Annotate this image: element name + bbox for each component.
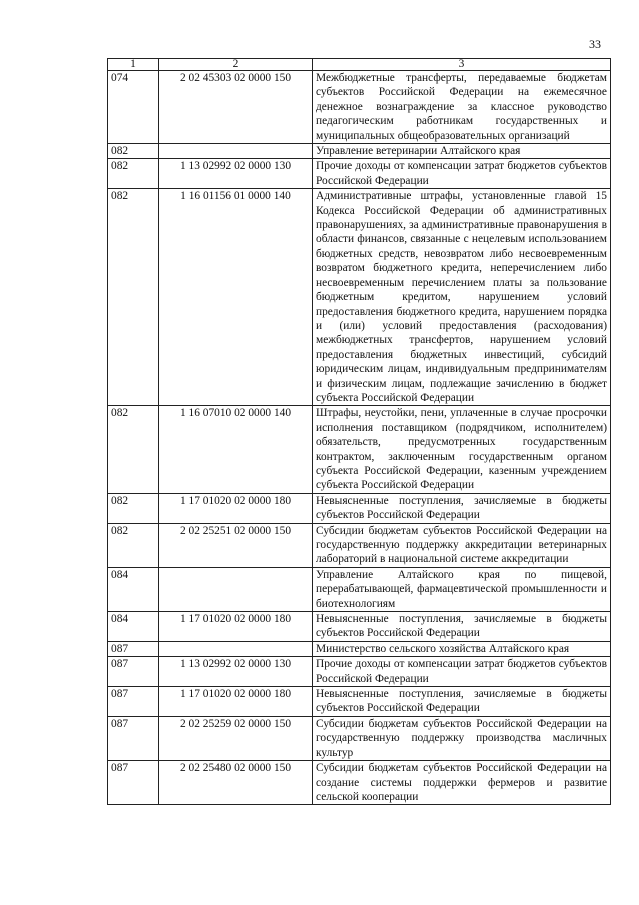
- admin-code-cell: 082: [108, 493, 159, 523]
- revenue-description-cell: Невыясненные поступления, зачисляемые в бюджеты субъектов Российской Федерации: [313, 687, 611, 717]
- revenue-description-cell: Субсидии бюджетам субъектов Российской Федерации на создание системы поддержки фермеров и развитие сельской кооперации: [313, 761, 611, 805]
- admin-code-cell: 087: [108, 761, 159, 805]
- revenue-code-cell: 2 02 25480 02 0000 150: [159, 761, 313, 805]
- header-col-3: 3: [313, 59, 611, 71]
- admin-code-cell: 082: [108, 523, 159, 567]
- revenue-code-cell: 1 16 01156 01 0000 140: [159, 189, 313, 406]
- admin-code-cell: 082: [108, 144, 159, 159]
- revenue-description-cell: Субсидии бюджетам субъектов Российской Федерации на государственную поддержку производства масличных культур: [313, 716, 611, 760]
- admin-code-cell: 087: [108, 687, 159, 717]
- revenue-description-cell: Управление Алтайского края по пищевой, перерабатывающей, фармацевтической промышленности и биотехнологиям: [313, 567, 611, 611]
- revenue-code-cell: 1 17 01020 02 0000 180: [159, 612, 313, 642]
- revenue-code-cell: 1 17 01020 02 0000 180: [159, 687, 313, 717]
- budget-revenue-table: [107, 58, 611, 805]
- table-row: [108, 687, 611, 717]
- table-row: [108, 716, 611, 760]
- header-col-2: 2: [159, 59, 313, 71]
- page-number: 33: [589, 37, 601, 51]
- admin-code-cell: 074: [108, 71, 159, 144]
- admin-code-cell: 082: [108, 406, 159, 493]
- admin-code-cell: 084: [108, 567, 159, 611]
- table-row: [108, 641, 611, 656]
- revenue-description-cell: Межбюджетные трансферты, передаваемые бюджетам субъектов Российской Федерации на ежемесячное денежное вознаграждение за классное руководство педагогическим работникам государственных и муниципальных общеобразовательных организаций: [313, 71, 611, 144]
- revenue-code-cell: 1 16 07010 02 0000 140: [159, 406, 313, 493]
- revenue-code-cell: 2 02 25259 02 0000 150: [159, 716, 313, 760]
- table-row: [108, 567, 611, 611]
- revenue-code-cell: 1 13 02992 02 0000 130: [159, 159, 313, 189]
- revenue-description-cell: Прочие доходы от компенсации затрат бюджетов субъектов Российской Федерации: [313, 159, 611, 189]
- revenue-code-cell: 1 17 01020 02 0000 180: [159, 493, 313, 523]
- table-row: [108, 493, 611, 523]
- header-col-1: 1: [108, 59, 159, 71]
- revenue-code-cell: [159, 641, 313, 656]
- revenue-code-cell: 2 02 25251 02 0000 150: [159, 523, 313, 567]
- admin-code-cell: 087: [108, 716, 159, 760]
- revenue-description-cell: Управление ветеринарии Алтайского края: [313, 144, 611, 159]
- revenue-description-cell: Штрафы, неустойки, пени, уплаченные в случае просрочки исполнения поставщиком (подрядчиком, исполнителем) обязательств, предусмотренных государственным контрактом, заключенным государственным органом субъекта Российской Федерации, казенным учреждением субъекта Российской Федерации: [313, 406, 611, 493]
- table-row: [108, 523, 611, 567]
- revenue-description-cell: Прочие доходы от компенсации затрат бюджетов субъектов Российской Федерации: [313, 657, 611, 687]
- table-row: [108, 159, 611, 189]
- table-row: [108, 189, 611, 406]
- admin-code-cell: 087: [108, 641, 159, 656]
- revenue-description-cell: Министерство сельского хозяйства Алтайского края: [313, 641, 611, 656]
- table-header: [108, 59, 611, 71]
- revenue-code-cell: [159, 567, 313, 611]
- admin-code-cell: 082: [108, 159, 159, 189]
- admin-code-cell: 082: [108, 189, 159, 406]
- revenue-description-cell: Невыясненные поступления, зачисляемые в бюджеты субъектов Российской Федерации: [313, 612, 611, 642]
- table-row: [108, 406, 611, 493]
- revenue-description-cell: Невыясненные поступления, зачисляемые в бюджеты субъектов Российской Федерации: [313, 493, 611, 523]
- header-row: [108, 59, 611, 71]
- table-row: [108, 612, 611, 642]
- revenue-description-cell: Субсидии бюджетам субъектов Российской Федерации на государственную поддержку аккредитации ветеринарных лабораторий в национальной системе аккредитации: [313, 523, 611, 567]
- revenue-code-cell: 1 13 02992 02 0000 130: [159, 657, 313, 687]
- table-row: [108, 71, 611, 144]
- table-body: [108, 71, 611, 805]
- revenue-code-cell: [159, 144, 313, 159]
- admin-code-cell: 087: [108, 657, 159, 687]
- revenue-description-cell: Административные штрафы, установленные главой 15 Кодекса Российской Федерации об административных правонарушениях, за административные правонарушения в области финансов, связанные с нецелевым использованием бюджетных средств, невозвратом либо несвоевременным возвратом бюджетного кредита, неперечислением либо несвоевременным перечислением платы за пользование бюджетным кредитом, нарушением условий предоставления бюджетного кредита, нарушением порядка и (или) условий предоставления (расходования) межбюджетных трансфертов, нарушением условий предоставления бюджетных инвестиций, субсидий юридическим лицам, индивидуальным предпринимателям и физическим лицам, подлежащие зачислению в бюджет субъекта Российской Федерации: [313, 189, 611, 406]
- table-row: [108, 144, 611, 159]
- table-row: [108, 657, 611, 687]
- revenue-code-cell: 2 02 45303 02 0000 150: [159, 71, 313, 144]
- admin-code-cell: 084: [108, 612, 159, 642]
- table-row: [108, 761, 611, 805]
